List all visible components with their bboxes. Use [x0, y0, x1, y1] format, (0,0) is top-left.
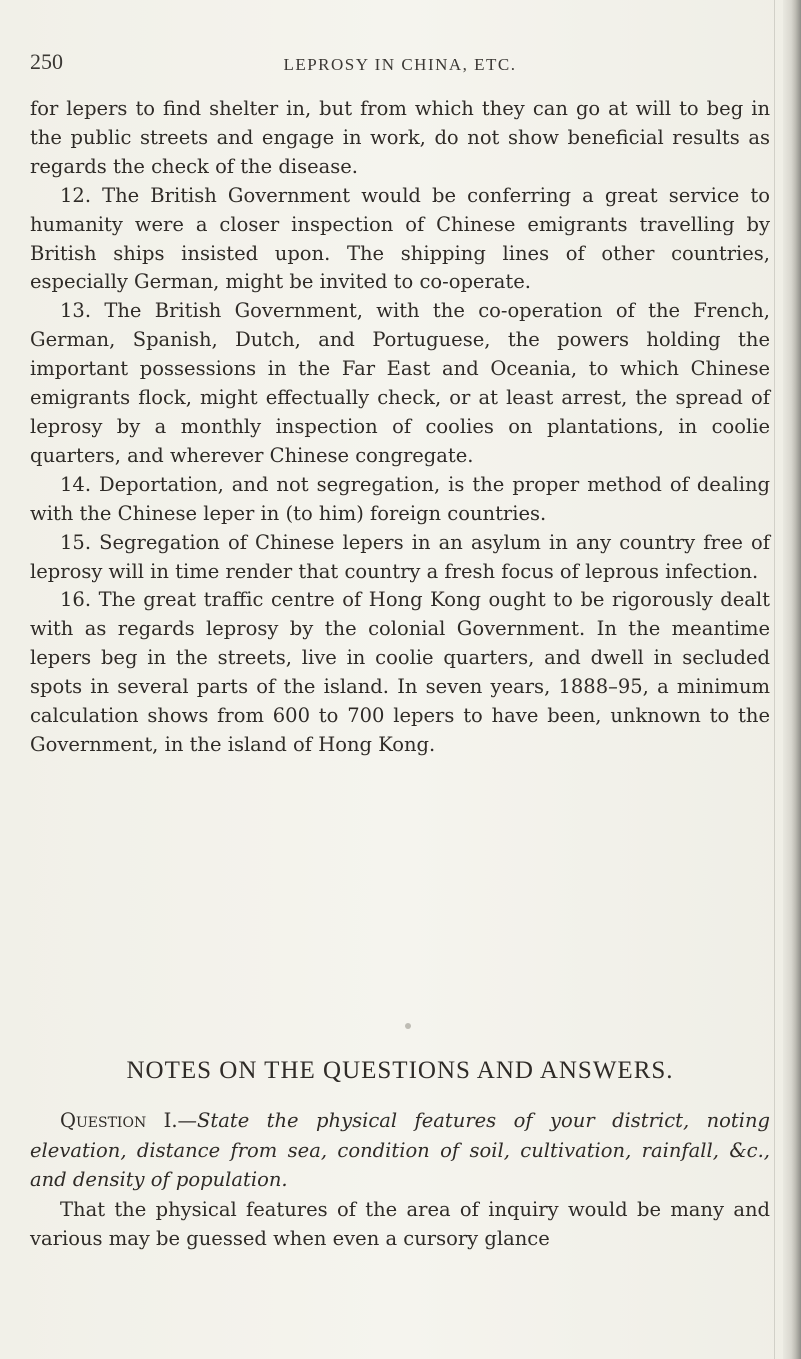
paragraph-15: 15. Segregation of Chinese lepers in an asylum in any country free of leprosy will in time render that country a fresh focus of leprous infection. [30, 530, 770, 583]
body-text [30, 95, 770, 760]
page-edge-line [774, 0, 775, 1359]
answer-paragraph: That the physical features of the area of inquiry would be many and various may be guessed when even a cursory glance [30, 1197, 770, 1250]
question-text: State the physical features of your district, noting elevation, distance from sea, condition of soil, cultivation, rainfall, &c., and density of population. [30, 1109, 770, 1191]
page-header [30, 49, 770, 89]
paragraph-16: 16. The great traffic centre of Hong Kong ought to be rigorously dealt with as regards leprosy by the colonial Government. In the meantime lepers beg in the streets, live in coolie quarters, and dwell in secluded spots in several parts of the island. In seven years, 1888–95, a minimum calculation shows from 600 to 700 lepers to have been, unknown to the Government, in the island of Hong Kong. [30, 588, 770, 756]
section-title: NOTES ON THE QUESTIONS AND ANSWERS. [126, 1057, 674, 1084]
page-speck [405, 1023, 411, 1029]
paragraph-13: 13. The British Government, with the co-operation of the French, German, Spanish, Dutch, and Portuguese, the powers holding the important possessions in the Far East and Oceania, to which Chinese emigrants flock, might effectually check, or at least arrest, the spread of leprosy by a monthly inspection of coolies on plantations, in coolie quarters, and wherever Chinese congregate. [30, 299, 770, 467]
notes-section [30, 1106, 770, 1254]
paragraph-12: 12. The British Government would be conferring a great service to humanity were a closer inspection of Chinese emigrants travelling by British ships insisted upon. The shipping lines of other countries, especially German, might be invited to co-operate. [30, 183, 770, 294]
question-dash: — [177, 1109, 198, 1132]
paragraph-continuation: for lepers to find shelter in, but from which they can go at will to beg in the public streets and engage in work, do not show beneficial results as regards the check of the disease. [30, 97, 770, 178]
question-label: Question I. [60, 1109, 178, 1132]
page-number: 250 [30, 49, 63, 74]
page-edge-shadow [783, 0, 801, 1359]
question-paragraph [30, 1106, 770, 1195]
running-head: LEPROSY IN CHINA, ETC. [283, 55, 517, 74]
paragraph-14: 14. Deportation, and not segregation, is the proper method of dealing with the Chinese leper in (to him) foreign countries. [30, 472, 770, 525]
